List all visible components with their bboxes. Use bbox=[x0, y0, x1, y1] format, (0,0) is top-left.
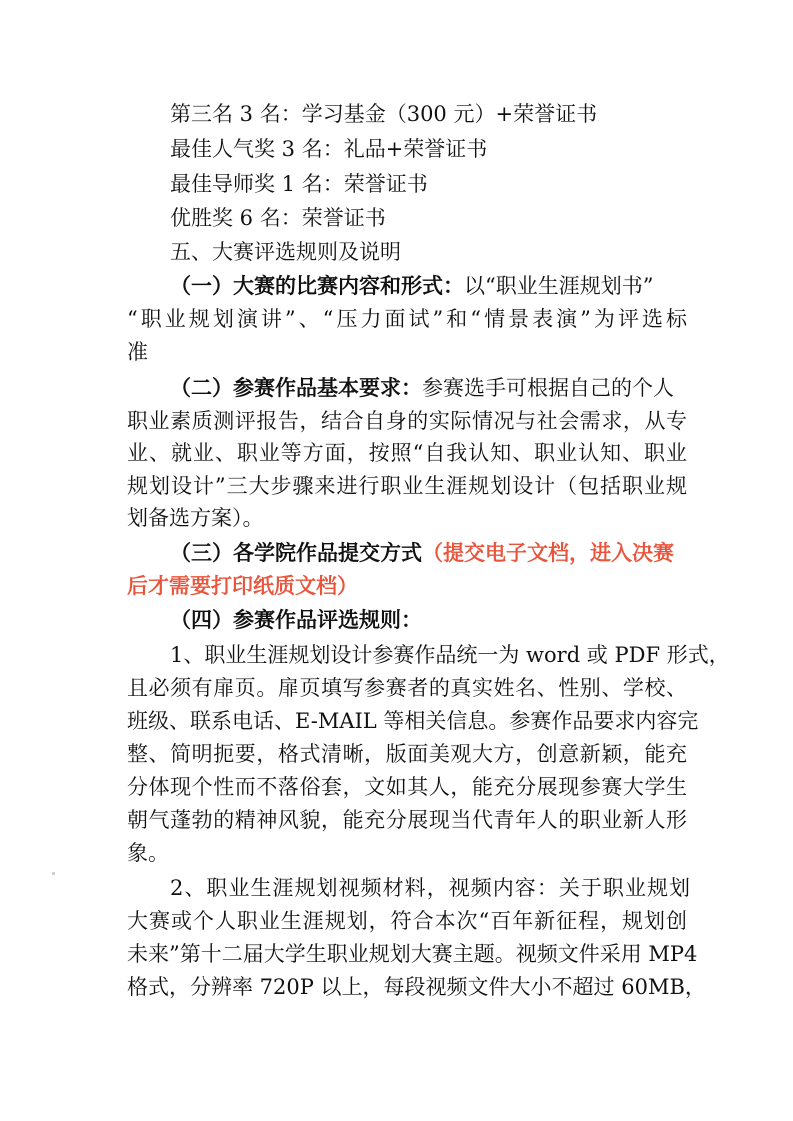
award-third: 第三名 3 名：学习基金（300 元）+荣誉证书 bbox=[170, 102, 598, 126]
rule1-line: 整、简明扼要，格式清晰，版面美观大方，创意新颖，能充 bbox=[127, 742, 687, 766]
part4-label: （四）参赛作品评选规则： bbox=[170, 607, 422, 632]
part1-first-line bbox=[170, 271, 690, 301]
scan-mark bbox=[52, 872, 55, 875]
award-excellence: 优胜奖 6 名：荣誉证书 bbox=[170, 206, 386, 230]
part2-text-3: 业、就业、职业等方面，按照“自我认知、职业认知、职业 bbox=[127, 441, 687, 465]
part3-note-2: 后才需要打印纸质文档） bbox=[127, 573, 358, 598]
award-popular: 最佳人气奖 3 名：礼品+荣誉证书 bbox=[170, 137, 488, 161]
section-heading: 五、大赛评选规则及说明 bbox=[170, 240, 401, 264]
part3-note-1: （提交电子文档，进入决赛 bbox=[422, 540, 674, 565]
part2-text-5: 划备选方案）。 bbox=[127, 506, 264, 530]
part2-text-1: 参赛选手可根据自己的个人 bbox=[422, 376, 674, 400]
part2-text-4: 规划设计”三大步骤来进行职业生涯规划设计（包括职业规 bbox=[127, 474, 687, 498]
part2-first-line bbox=[170, 373, 690, 403]
part2-label: （二）参赛作品基本要求： bbox=[170, 375, 422, 400]
rule2-line: 格式，分辨率 720P 以上，每段视频文件大小不超过 60MB， bbox=[127, 975, 706, 999]
rule1-line: 象。 bbox=[127, 841, 169, 865]
part1-text-1: 以“职业生涯规划书” bbox=[464, 274, 654, 298]
part1-text-3: 准 bbox=[127, 340, 148, 364]
rule1-line: 且必须有扉页。扉页填写参赛者的真实姓名、性别、学校、 bbox=[127, 676, 687, 700]
part3-first-line bbox=[170, 538, 690, 568]
part1-text-2: “职业规划演讲”、“压力面试”和“情景表演”为评选标 bbox=[127, 307, 687, 331]
rule1-line: 1、职业生涯规划设计参赛作品统一为 word 或 PDF 形式， bbox=[170, 643, 730, 667]
rule1-line: 班级、联系电话、E-MAIL 等相关信息。参赛作品要求内容完 bbox=[127, 709, 699, 733]
rule1-line: 分体现个性而不落俗套，文如其人，能充分展现参赛大学生 bbox=[127, 775, 687, 799]
part3-label: （三）各学院作品提交方式 bbox=[170, 540, 422, 565]
rule2-line: 2、职业生涯规划视频材料，视频内容：关于职业规划 bbox=[170, 876, 690, 900]
rule2-line: 大赛或个人职业生涯规划，符合本次“百年新征程，规划创 bbox=[127, 909, 687, 933]
rule2-line: 未来”第十二届大学生职业规划大赛主题。视频文件采用 MP4 bbox=[127, 942, 698, 966]
part1-label: （一）大赛的比赛内容和形式： bbox=[170, 273, 464, 298]
award-mentor: 最佳导师奖 1 名：荣誉证书 bbox=[170, 172, 428, 196]
rule1-line: 朝气蓬勃的精神风貌，能充分展现当代青年人的职业新人形 bbox=[127, 808, 687, 832]
part2-text-2: 职业素质测评报告，结合自身的实际情况与社会需求，从专 bbox=[127, 409, 687, 433]
